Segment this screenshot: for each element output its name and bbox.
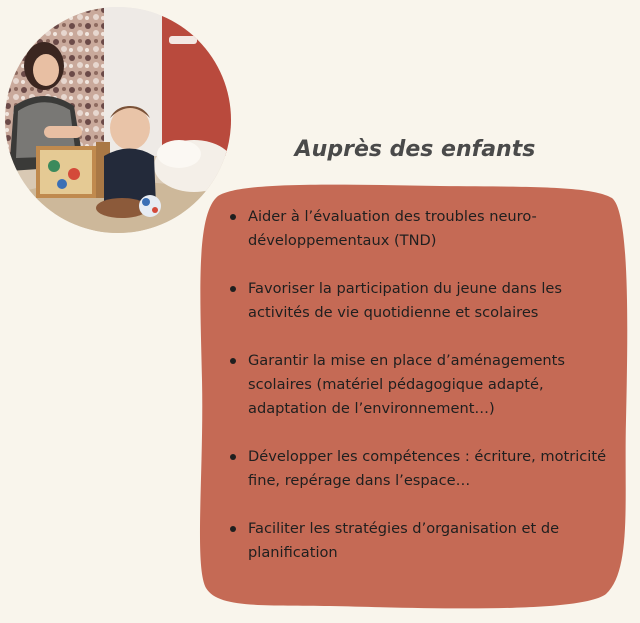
list-item-text: Garantir la mise en place d’aménagements scolaires (matériel pédagogique adapté, adaptation de l’environnement…) <box>248 352 566 417</box>
list-item <box>228 445 613 493</box>
list-item <box>228 205 613 253</box>
bullet-icon <box>230 358 236 364</box>
list-item <box>228 349 613 421</box>
bullet-icon <box>230 214 236 220</box>
section-title: Auprès des enfants <box>294 137 536 162</box>
list-item-text: Aider à l’évaluation des troubles neuro-développementaux (TND) <box>248 208 537 249</box>
list-item-text: Développer les compétences : écriture, motricité fine, repérage dans l’espace… <box>248 448 607 489</box>
list-item <box>228 277 613 325</box>
list-item <box>228 517 613 565</box>
list-item-text: Faciliter les stratégies d’organisation et de planification <box>248 520 560 561</box>
service-list <box>228 205 613 589</box>
bullet-icon <box>230 286 236 292</box>
list-item-text: Favoriser la participation du jeune dans les activités de vie quotidienne et scolaires <box>248 280 562 321</box>
bullet-icon <box>230 454 236 460</box>
bullet-icon <box>230 526 236 532</box>
